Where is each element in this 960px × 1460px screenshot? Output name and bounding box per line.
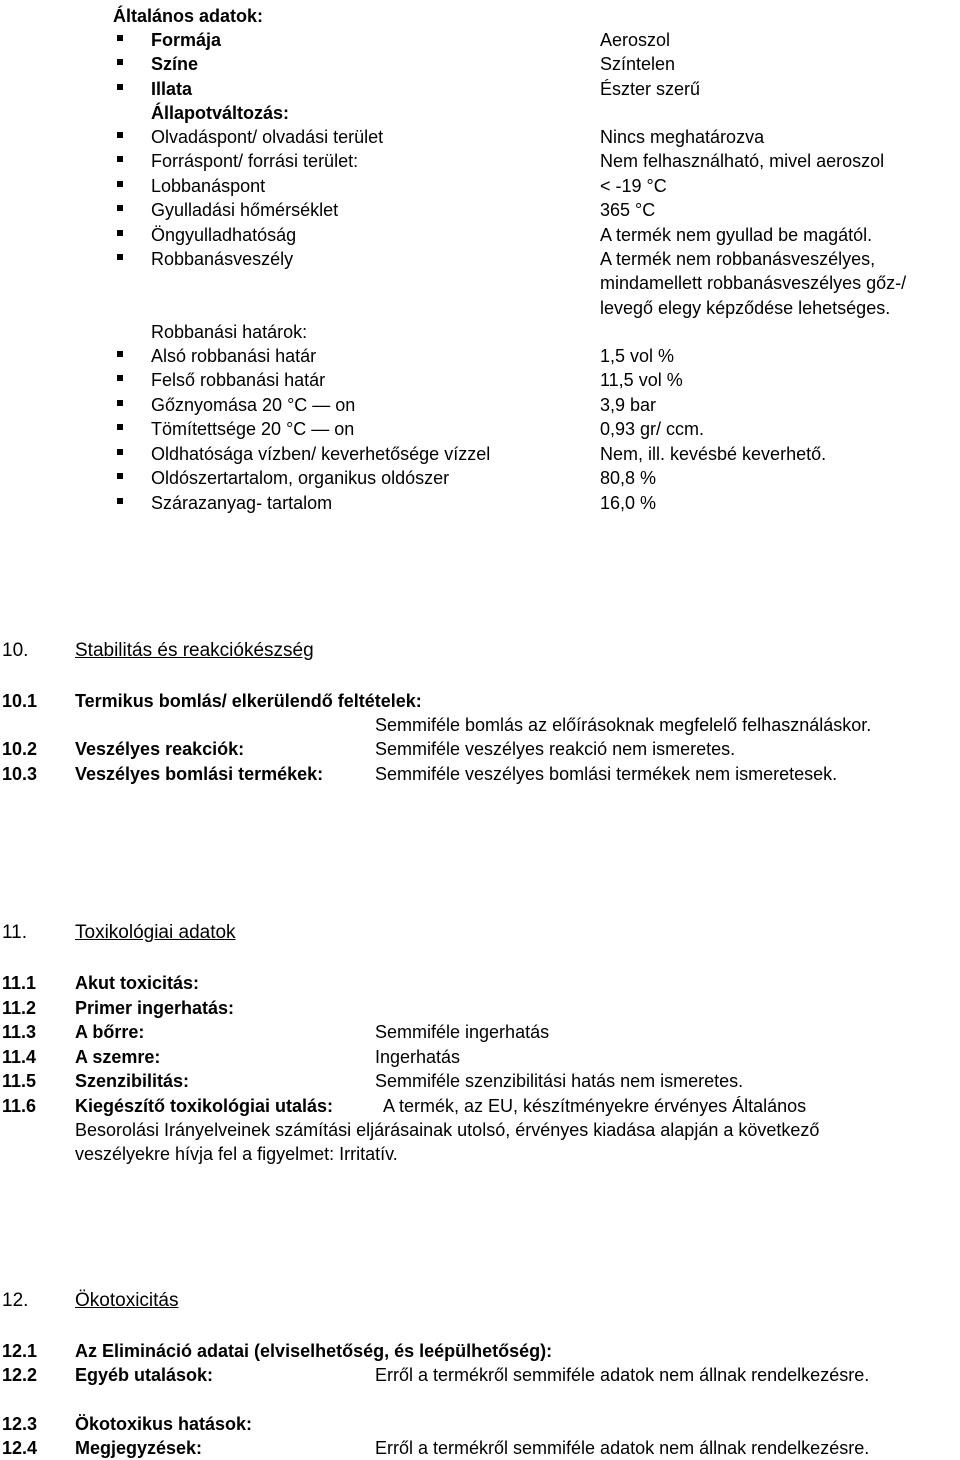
prop-label: Oldhatósága vízben/ keverhetősége vízzel [151, 444, 491, 464]
item-number: 12.4 [2, 1438, 38, 1458]
bullet-icon [117, 181, 123, 187]
prop-label: Lobbanáspont [151, 176, 266, 196]
prop-value: 11,5 vol % [600, 370, 683, 390]
bullet-icon [117, 498, 123, 504]
bullet-icon [117, 59, 123, 65]
prop-label: Alsó robbanási határ [151, 346, 317, 366]
prop-value: Aeroszol [600, 30, 671, 50]
item-label: Veszélyes bomlási termékek: [75, 764, 324, 784]
item-value: Semmiféle veszélyes bomlási termékek nem ismeretesek. [375, 764, 838, 784]
prop-value: 365 °C [600, 200, 656, 220]
item-label: A bőrre: [75, 1022, 145, 1042]
prop-value: Nincs meghatározva [600, 127, 765, 147]
item-value: A termék, az EU, készítményekre érvényes Általános [383, 1096, 807, 1116]
prop-value-line: mindamellett robbanásveszélyes gőz-/ [600, 273, 907, 293]
item-value: Ingerhatás [375, 1047, 461, 1067]
item-label: Egyéb utalások: [75, 1365, 214, 1385]
item-label: Ökotoxikus hatások: [75, 1414, 253, 1434]
bullet-icon [117, 400, 123, 406]
item-number: 12.3 [2, 1414, 38, 1434]
item-value-continued: Besorolási Irányelveinek számítási eljárásainak utolsó, érvényes kiadása alapján a következő [75, 1120, 820, 1140]
item-label: Kiegészítő toxikológiai utalás: [75, 1096, 334, 1116]
item-label: Primer ingerhatás: [75, 998, 235, 1018]
item-label: Termikus bomlás/ elkerülendő feltételek: [75, 691, 422, 711]
item-number: 12.2 [2, 1365, 38, 1385]
prop-value: Észter szerű [600, 79, 701, 99]
section-title: Ökotoxicitás [75, 1290, 179, 1311]
item-number: 10.3 [2, 764, 38, 784]
prop-value: Nem felhasználható, mivel aeroszol [600, 151, 885, 171]
item-label: Szenzibilitás: [75, 1071, 190, 1091]
bullet-icon [117, 254, 123, 260]
item-number: 11.1 [2, 973, 37, 993]
state-change-label: Állapotváltozás: [151, 103, 290, 123]
item-value: Semmiféle bomlás az előírásoknak megfelelő felhasználáskor. [375, 715, 872, 735]
prop-value: < -19 °C [600, 176, 667, 196]
bullet-icon [117, 449, 123, 455]
bullet-icon [117, 230, 123, 236]
prop-value: 80,8 % [600, 468, 657, 488]
item-label: Az Elimináció adatai (elviselhetőség, és leépülhetőség): [75, 1341, 553, 1361]
item-number: 11.6 [2, 1096, 37, 1116]
prop-value: Nem, ill. kevésbé keverhető. [600, 444, 827, 464]
item-number: 10.2 [2, 739, 38, 759]
item-value: Semmiféle szenzibilitási hatás nem ismeretes. [375, 1071, 744, 1091]
prop-label: Oldószertartalom, organikus oldószer [151, 468, 450, 488]
prop-value: 3,9 bar [600, 395, 657, 415]
prop-value-line: levegő elegy képződése lehetséges. [600, 298, 891, 318]
bullet-icon [117, 205, 123, 211]
prop-value-line: A termék nem robbanásveszélyes, [600, 249, 876, 269]
section-number: 12. [2, 1290, 29, 1311]
prop-value: 1,5 vol % [600, 346, 675, 366]
prop-label: Robbanásveszély [151, 249, 294, 269]
section-title: Toxikológiai adatok [75, 922, 236, 943]
item-number: 10.1 [2, 691, 38, 711]
item-number: 12.1 [2, 1341, 38, 1361]
bullet-icon [117, 132, 123, 138]
item-value: Semmiféle veszélyes reakció nem ismeretes. [375, 739, 736, 759]
item-label: Akut toxicitás: [75, 973, 200, 993]
prop-label: Szárazanyag- tartalom [151, 493, 333, 513]
item-label: A szemre: [75, 1047, 161, 1067]
item-number: 11.4 [2, 1047, 37, 1067]
bullet-icon [117, 375, 123, 381]
bullet-icon [117, 35, 123, 41]
prop-label: Forráspont/ forrási terület: [151, 151, 359, 171]
bullet-icon [117, 84, 123, 90]
prop-label: Formája [151, 30, 222, 50]
prop-label: Tömítettsége 20 °C — on [151, 419, 355, 439]
bullet-icon [117, 424, 123, 430]
explosion-limits-label: Robbanási határok: [151, 322, 308, 342]
prop-label: Illata [151, 79, 193, 99]
prop-value: A termék nem gyullad be magától. [600, 225, 873, 245]
item-label: Megjegyzések: [75, 1438, 203, 1458]
item-number: 11.3 [2, 1022, 37, 1042]
section-number: 10. [2, 640, 29, 661]
bullet-icon [117, 156, 123, 162]
section-number: 11. [2, 922, 28, 943]
prop-label: Olvadáspont/ olvadási terület [151, 127, 384, 147]
prop-value: 16,0 % [600, 493, 657, 513]
prop-label: Öngyulladhatóság [151, 225, 297, 245]
item-value: Erről a termékről semmiféle adatok nem állnak rendelkezésre. [375, 1438, 870, 1458]
item-value-continued: veszélyekre hívja fel a figyelmet: Irritatív. [75, 1144, 398, 1164]
prop-value: 0,93 gr/ ccm. [600, 419, 705, 439]
item-number: 11.5 [2, 1071, 37, 1091]
bullet-icon [117, 351, 123, 357]
prop-label: Felső robbanási határ [151, 370, 326, 390]
section-title: Stabilitás és reakciókészség [75, 640, 314, 661]
prop-value: Színtelen [600, 54, 676, 74]
general-title: Általános adatok: [113, 6, 264, 26]
prop-label: Színe [151, 54, 199, 74]
item-value: Semmiféle ingerhatás [375, 1022, 550, 1042]
prop-label: Gyulladási hőmérséklet [151, 200, 339, 220]
prop-label: Gőznyomása 20 °C — on [151, 395, 356, 415]
bullet-icon [117, 473, 123, 479]
item-number: 11.2 [2, 998, 37, 1018]
item-value: Erről a termékről semmiféle adatok nem állnak rendelkezésre. [375, 1365, 870, 1385]
item-label: Veszélyes reakciók: [75, 739, 245, 759]
